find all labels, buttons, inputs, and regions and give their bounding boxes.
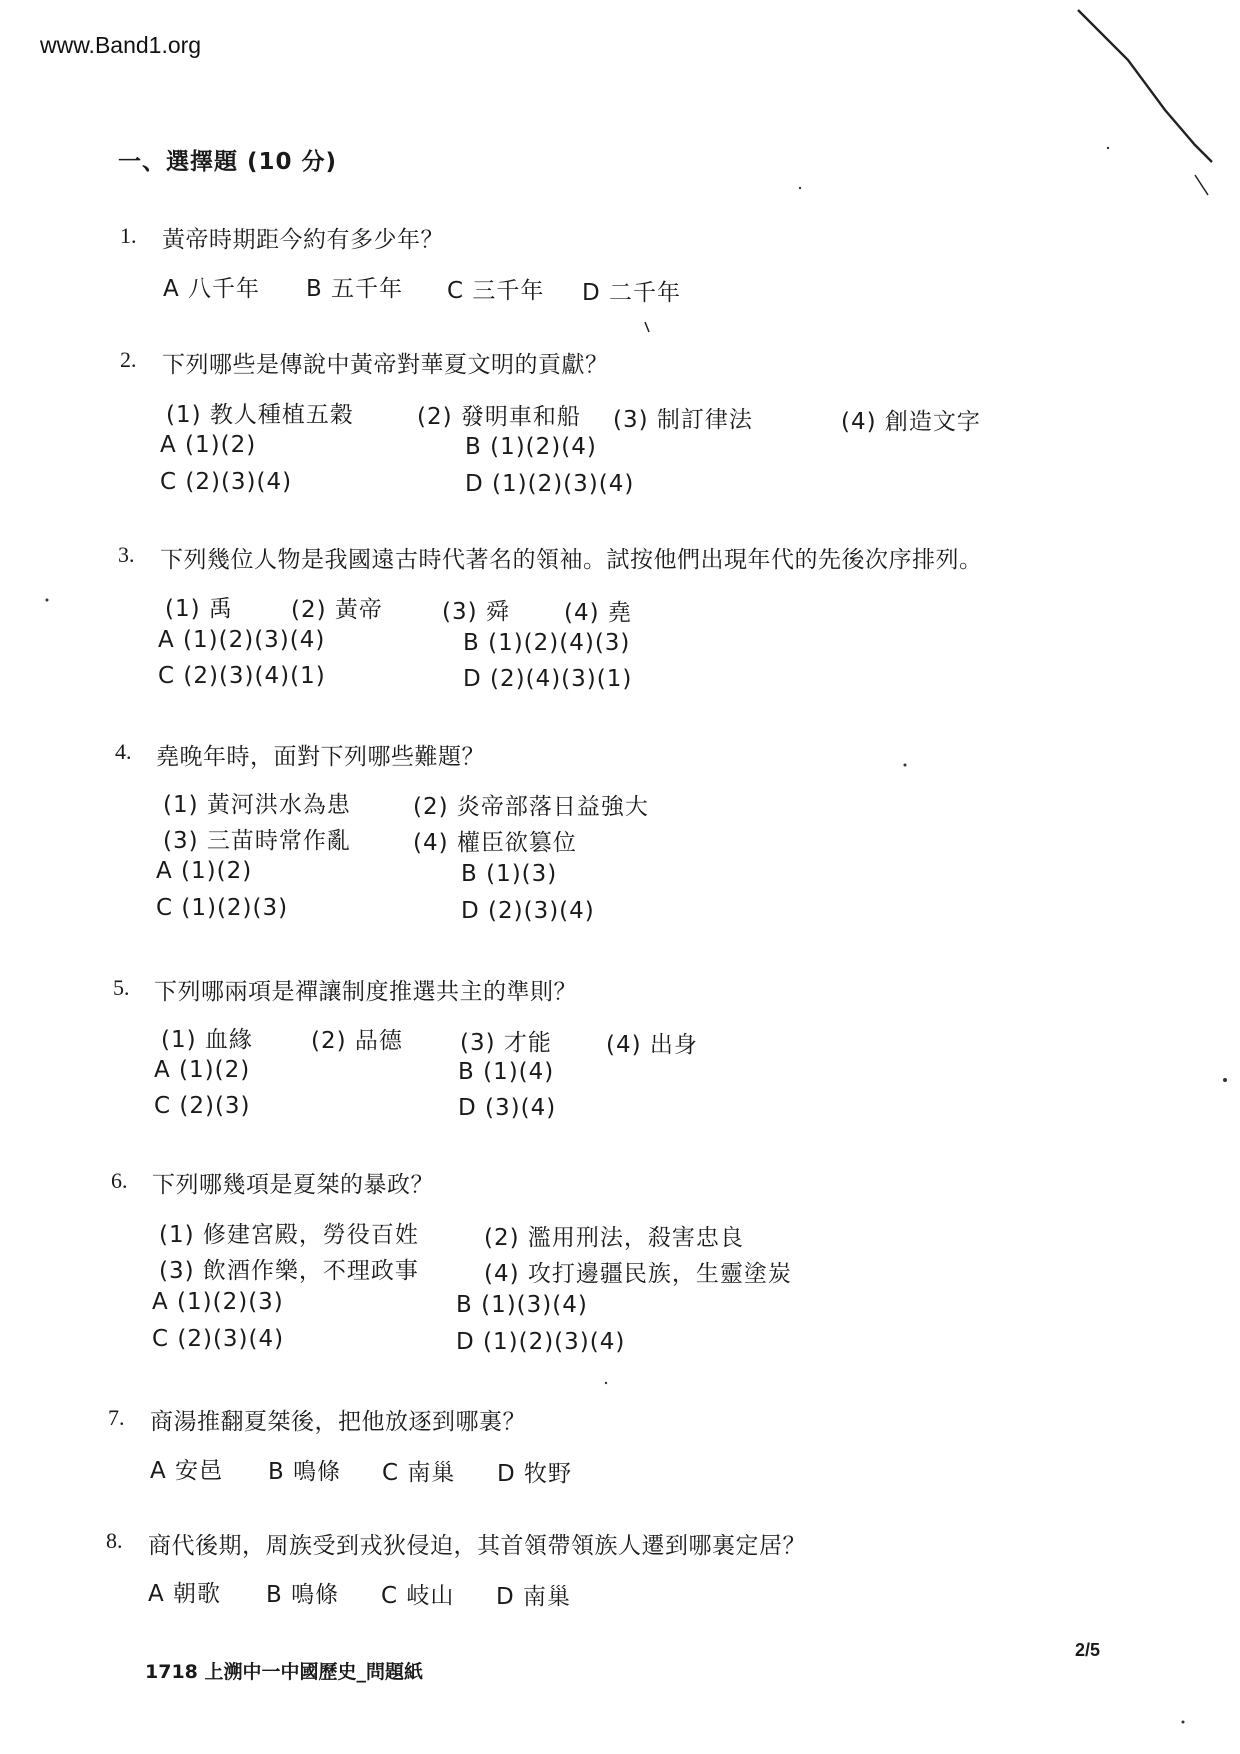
question-item: (1) 修建宮殿，勞役百姓 xyxy=(159,1222,419,1248)
answer-option: B (1)(2)(4)(3) xyxy=(463,630,631,656)
site-url[interactable]: www.Band1.org xyxy=(40,32,202,58)
answer-option: B (1)(3)(4) xyxy=(456,1292,588,1318)
answer-option: D (2)(3)(4) xyxy=(461,898,595,924)
question-item: (1) 教人種植五穀 xyxy=(166,402,354,428)
question-text: 商湯推翻夏桀後，把他放逐到哪裏？ xyxy=(150,1409,526,1435)
question-item: (2) 炎帝部落日益強大 xyxy=(413,794,649,820)
answer-option: A (1)(2)(3) xyxy=(152,1289,284,1315)
answer-option: A 八千年 xyxy=(163,276,261,302)
answer-option: D 南巢 xyxy=(496,1584,572,1610)
answer-option: D (1)(2)(3)(4) xyxy=(456,1329,626,1355)
answer-option: C (2)(3)(4)(1) xyxy=(158,663,326,689)
question-item: (1) 黃河洪水為患 xyxy=(163,792,351,818)
answer-option: C 南巢 xyxy=(382,1460,456,1486)
question-text: 黃帝時期距今約有多少年？ xyxy=(162,227,444,253)
question-text: 堯晚年時，面對下列哪些難題？ xyxy=(156,744,485,770)
footer-title: 1718 上溯中一中國歷史_問題紙 xyxy=(145,1661,423,1683)
answer-option: A 安邑 xyxy=(150,1458,224,1484)
question-item: (4) 堯 xyxy=(564,600,632,626)
question-item: (2) 濫用刑法，殺害忠良 xyxy=(484,1225,744,1251)
question-item: (2) 黃帝 xyxy=(291,597,383,623)
question-number: 7. xyxy=(108,1405,125,1430)
question-number: 6. xyxy=(111,1168,128,1193)
question-text: 下列哪兩項是禪讓制度推選共主的準則？ xyxy=(154,979,577,1005)
question-number: 8. xyxy=(106,1528,123,1553)
answer-option: C (2)(3)(4) xyxy=(160,469,293,495)
question-item: (2) 發明車和船 xyxy=(417,404,581,430)
answer-option: A (1)(2) xyxy=(156,858,253,884)
question-item: (3) 才能 xyxy=(460,1030,552,1056)
question-number: 1. xyxy=(120,223,137,248)
answer-option: D 牧野 xyxy=(497,1461,573,1487)
question-number: 2. xyxy=(120,347,137,372)
question-item: (3) 飲酒作樂，不理政事 xyxy=(159,1258,419,1284)
question-number: 3. xyxy=(118,542,135,567)
question-item: (4) 攻打邊疆民族，生靈塗炭 xyxy=(484,1261,792,1287)
question-number: 4. xyxy=(115,739,132,764)
question-item: (3) 制訂律法 xyxy=(613,407,753,433)
answer-option: D (2)(4)(3)(1) xyxy=(463,666,633,692)
answer-option: B (1)(4) xyxy=(458,1059,555,1085)
answer-option: C 三千年 xyxy=(447,278,545,304)
question-text: 下列幾位人物是我國遠古時代著名的領袖。試按他們出現年代的先後次序排列。 xyxy=(160,547,983,573)
question-text: 下列哪幾項是夏桀的暴政？ xyxy=(152,1172,434,1198)
answer-option: B (1)(2)(4) xyxy=(465,434,597,460)
answer-option: B 鳴條 xyxy=(266,1582,340,1608)
answer-option: A (1)(2) xyxy=(154,1057,251,1083)
question-item: (4) 出身 xyxy=(606,1032,698,1058)
answer-option: D (1)(2)(3)(4) xyxy=(465,471,635,497)
question-number: 5. xyxy=(113,975,130,1000)
question-item: (2) 品德 xyxy=(311,1028,403,1054)
answer-option: B (1)(3) xyxy=(461,861,558,887)
question-text: 下列哪些是傳說中黃帝對華夏文明的貢獻？ xyxy=(162,352,609,378)
answer-option: A (1)(2)(3)(4) xyxy=(158,627,326,653)
answer-option: C (1)(2)(3) xyxy=(156,895,289,921)
answer-option: C (2)(3) xyxy=(154,1093,251,1119)
question-item: (1) 禹 xyxy=(165,596,233,622)
question-item: (4) 創造文字 xyxy=(841,409,981,435)
section-title: 一、選擇題 (10 分) xyxy=(118,149,338,175)
question-item: (1) 血緣 xyxy=(161,1027,253,1053)
answer-option: A 朝歌 xyxy=(148,1581,222,1607)
question-item: (3) 舜 xyxy=(442,599,510,625)
question-item: (4) 權臣欲篡位 xyxy=(413,830,577,856)
question-item: (3) 三苗時常作亂 xyxy=(163,828,351,854)
answer-option: A (1)(2) xyxy=(160,432,257,458)
answer-option: B 五千年 xyxy=(306,276,404,302)
question-text: 商代後期，周族受到戎狄侵迫，其首領帶領族人遷到哪裏定居？ xyxy=(148,1533,806,1559)
answer-option: D (3)(4) xyxy=(458,1095,557,1121)
answer-option: C 岐山 xyxy=(381,1583,455,1609)
answer-option: B 鳴條 xyxy=(268,1459,342,1485)
page-number: 2/5 xyxy=(1075,1640,1101,1660)
answer-option: D 二千年 xyxy=(582,280,682,306)
answer-option: C (2)(3)(4) xyxy=(152,1326,285,1352)
